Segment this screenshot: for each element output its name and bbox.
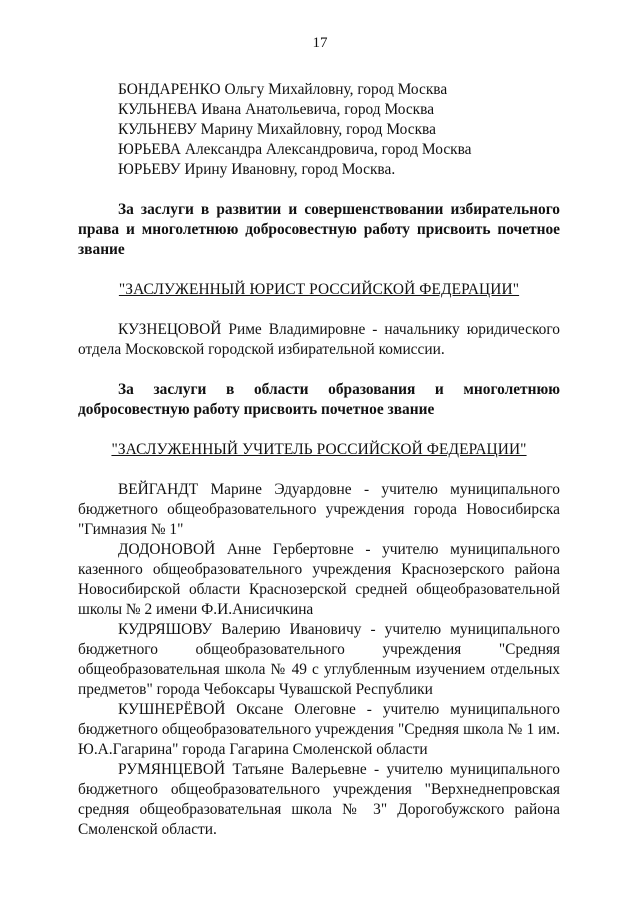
document-body (78, 80, 560, 840)
list-item: ЮРЬЕВА Александра Александровича, город Москва (118, 141, 472, 158)
name-list (118, 80, 560, 180)
list-item: ЮРЬЕВУ Ирину Ивановну, город Москва. (118, 161, 396, 178)
section-intro-lawyer: За заслуги в развитии и совершенствовании избирательного права и многолетнюю добросовестную работу присвоить почетное звание (78, 201, 560, 258)
list-item: БОНДАРЕНКО Ольгу Михайловну, город Москва (118, 81, 448, 98)
entry-paragraph: РУМЯНЦЕВОЙ Татьяне Валерьевне - учителю муниципального бюджетного общеобразовательного учреждения "Верхнеднепровская средняя общеобразовательная школа № 3" Дорогобужского района Смоленской области. (78, 761, 560, 838)
title-honored-lawyer: "ЗАСЛУЖЕННЫЙ ЮРИСТ РОССИЙСКОЙ ФЕДЕРАЦИИ" (118, 281, 520, 298)
entry-paragraph: ДОДОНОВОЙ Анне Гербертовне - учителю муниципального казенного общеобразовательного учреждения Краснозерского района Новосибирской области Краснозерской средней общеобразовательной школы № 2 имени Ф.И.Анисичкина (78, 541, 560, 618)
entry-paragraph: КУШНЕРЁВОЙ Оксане Олеговне - учителю муниципального бюджетного общеобразовательного учреждения "Средняя школа № 1 им. Ю.А.Гагарина" города Гагарина Смоленской области (78, 701, 560, 758)
list-item: КУЛЬНЕВА Ивана Анатольевича, город Москва (118, 101, 435, 118)
section-intro-teacher: За заслуги в области образования и многолетнюю добросовестную работу присвоить почетное звание (78, 381, 560, 418)
list-item: КУЛЬНЕВУ Марину Михайловну, город Москва (118, 121, 436, 138)
title-honored-teacher: "ЗАСЛУЖЕННЫЙ УЧИТЕЛЬ РОССИЙСКОЙ ФЕДЕРАЦИИ" (111, 441, 527, 458)
entry-paragraph: КУДРЯШОВУ Валерию Ивановичу - учителю муниципального бюджетного общеобразовательного учреждения "Средняя общеобразовательная школа № 49 с углубленным изучением отдельных предметов" города Чебоксары Чувашской Республики (78, 621, 560, 698)
entry-paragraph: КУЗНЕЦОВОЙ Риме Владимировне - начальнику юридического отдела Московской городской избирательной комиссии. (78, 321, 560, 358)
page-number: 17 (312, 35, 328, 51)
entry-paragraph: ВЕЙГАНДТ Марине Эдуардовне - учителю муниципального бюджетного общеобразовательного учреждения города Новосибирска "Гимназия № 1" (78, 481, 560, 538)
